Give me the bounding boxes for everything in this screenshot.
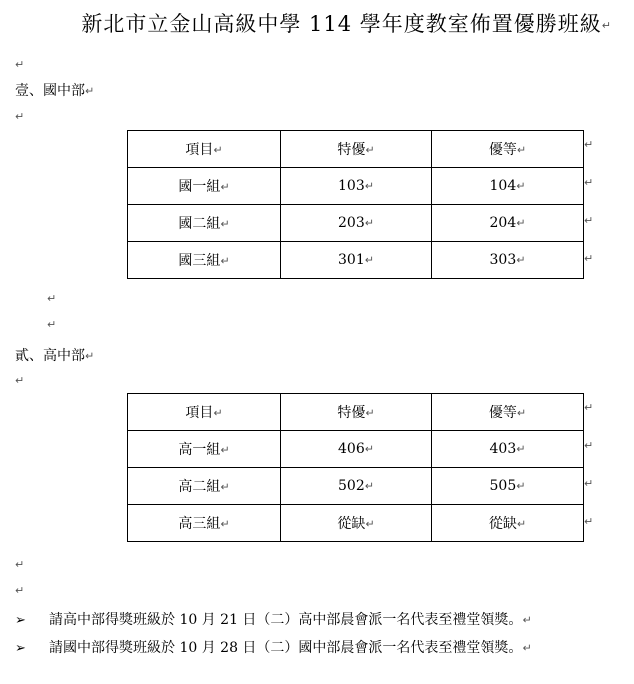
paragraph-mark-icon: ↵: [85, 349, 95, 363]
table-cell: 高二組↵: [128, 468, 281, 505]
table-cell: 特優↵: [281, 394, 432, 431]
table-cell: 國二組↵: [128, 205, 281, 242]
table-cell: 505↵: [432, 468, 584, 505]
table-cell: 103↵: [281, 168, 432, 205]
paragraph-mark-icon: ↵: [15, 58, 25, 71]
paragraph-mark-icon: ↵: [85, 84, 95, 98]
table-cell: 303↵: [432, 242, 584, 279]
table-cell: 國三組↵: [128, 242, 281, 279]
section-heading-senior: 貳、高中部↵: [15, 348, 95, 364]
junior-table: [127, 130, 584, 279]
row-end-mark-icon: ↵: [584, 138, 594, 151]
section-heading-junior: 壹、國中部↵: [15, 83, 95, 99]
table-row: [128, 242, 584, 279]
table-cell: 項目↵: [128, 394, 281, 431]
table-cell: 從缺↵: [281, 505, 432, 542]
paragraph-mark-icon: ↵: [15, 110, 25, 123]
row-end-mark-icon: ↵: [584, 515, 594, 528]
table-row: [128, 505, 584, 542]
paragraph-mark-icon: ↵: [15, 584, 25, 597]
row-end-mark-icon: ↵: [584, 401, 594, 414]
document-title: 新北市立金山高級中學 114 學年度教室佈置優勝班級↵: [81, 12, 612, 36]
table-cell: 優等↵: [432, 394, 584, 431]
paragraph-mark-icon: ↵: [47, 292, 57, 305]
senior-table: [127, 393, 584, 542]
row-end-mark-icon: ↵: [584, 252, 594, 265]
table-cell: 403↵: [432, 431, 584, 468]
table-cell: 優等↵: [432, 131, 584, 168]
paragraph-mark-icon: ↵: [15, 558, 25, 571]
table-cell: 301↵: [281, 242, 432, 279]
table-cell: 從缺↵: [432, 505, 584, 542]
row-end-mark-icon: ↵: [584, 214, 594, 227]
paragraph-mark-icon: ↵: [601, 19, 612, 32]
table-cell: 204↵: [432, 205, 584, 242]
paragraph-mark-icon: ↵: [522, 613, 532, 627]
arrow-bullet-icon: ➢: [15, 613, 26, 628]
table-row: [128, 431, 584, 468]
table-header-row: [128, 394, 584, 431]
table-cell: 406↵: [281, 431, 432, 468]
table-cell: 特優↵: [281, 131, 432, 168]
row-end-mark-icon: ↵: [584, 477, 594, 490]
paragraph-mark-icon: ↵: [47, 318, 57, 331]
note-junior-award: ➢ 請國中部得獎班級於 10 月 28 日（二）國中部晨會派一名代表至禮堂領獎。↵: [15, 640, 532, 656]
table-cell: 104↵: [432, 168, 584, 205]
table-cell: 203↵: [281, 205, 432, 242]
paragraph-mark-icon: ↵: [15, 374, 25, 387]
table-cell: 高一組↵: [128, 431, 281, 468]
table-cell: 502↵: [281, 468, 432, 505]
table-cell: 項目↵: [128, 131, 281, 168]
paragraph-mark-icon: ↵: [522, 641, 532, 655]
row-end-mark-icon: ↵: [584, 439, 594, 452]
row-end-mark-icon: ↵: [584, 176, 594, 189]
table-row: [128, 468, 584, 505]
table-header-row: [128, 131, 584, 168]
table-row: [128, 205, 584, 242]
table-cell: 高三組↵: [128, 505, 281, 542]
table-row: [128, 168, 584, 205]
note-senior-award: ➢ 請高中部得獎班級於 10 月 21 日（二）高中部晨會派一名代表至禮堂領獎。↵: [15, 612, 532, 628]
arrow-bullet-icon: ➢: [15, 641, 26, 656]
table-cell: 國一組↵: [128, 168, 281, 205]
